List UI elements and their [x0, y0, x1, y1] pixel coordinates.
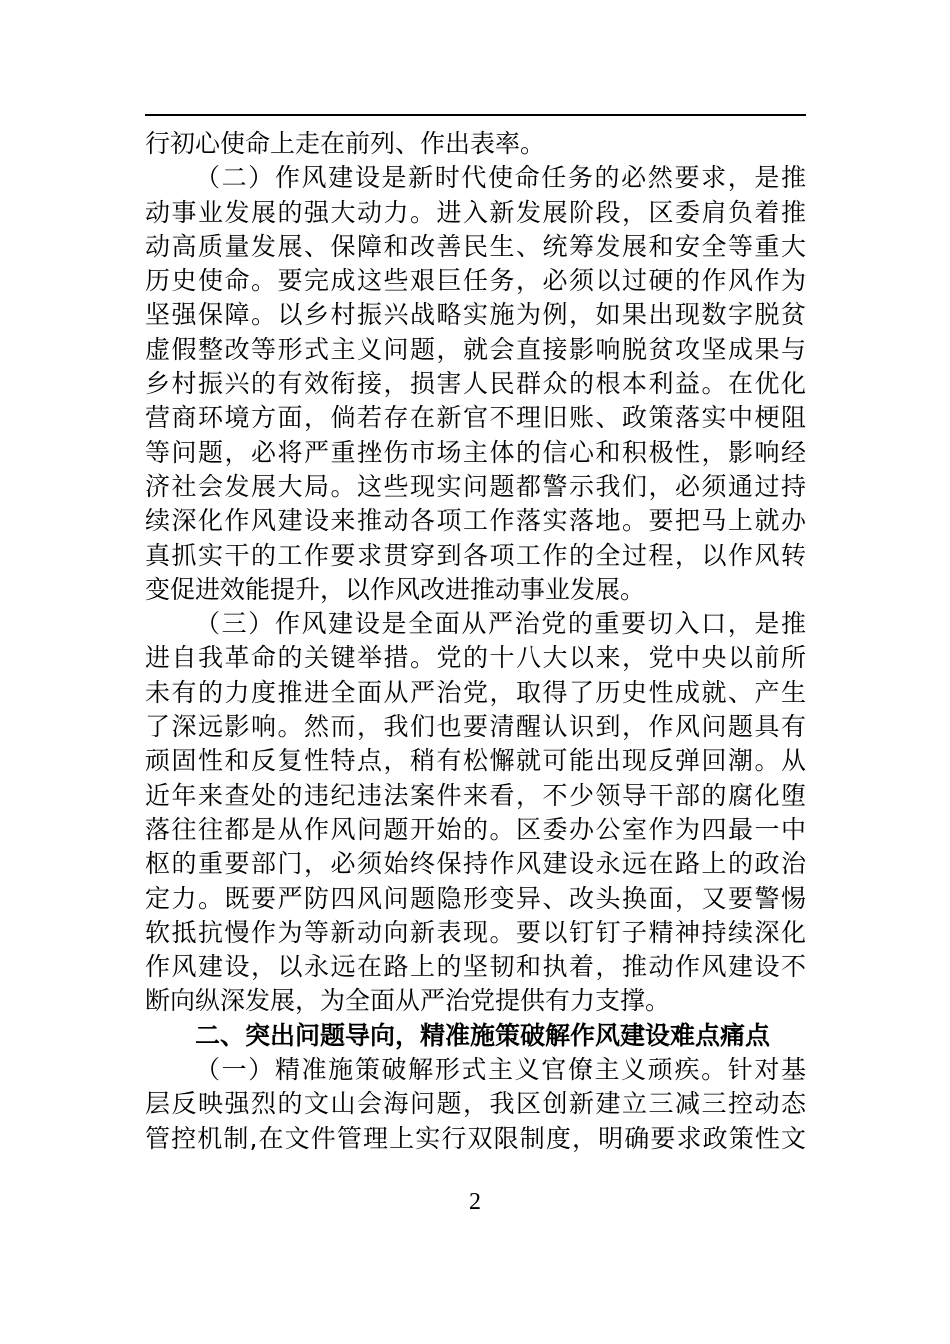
text-line: 动事业发展的强大动力。进入新发展阶段，区委肩负着推 [145, 197, 806, 227]
text-line: （一）精准施策破解形式主义官僚主义顽疾。针对基 [195, 1055, 806, 1085]
text-line: 枢的重要部门，必须始终保持作风建设永远在路上的政治 [145, 849, 806, 879]
text-line: 乡村振兴的有效衔接，损害人民群众的根本利益。在优化 [145, 369, 806, 399]
text-line: 落往往都是从作风问题开始的。区委办公室作为四最一中 [145, 814, 806, 844]
text-line: 软抵抗慢作为等新动向新表现。要以钉钉子精神持续深化 [145, 917, 806, 947]
text-line: （三）作风建设是全面从严治党的重要切入口，是推 [195, 609, 806, 639]
section-heading: 二、突出问题导向，精准施策破解作风建设难点痛点 [195, 1020, 771, 1050]
text-line: 层反映强烈的文山会海问题，我区创新建立三减三控动态 [145, 1089, 806, 1119]
text-line: 变促进效能提升，以作风改进推动事业发展。 [145, 574, 646, 604]
text-line: 管控机制,在文件管理上实行双限制度，明确要求政策性文 [145, 1123, 806, 1153]
text-line: 近年来查处的违纪违法案件来看，不少领导干部的腐化堕 [145, 780, 806, 810]
header-rule [145, 114, 806, 116]
text-line: （二）作风建设是新时代使命任务的必然要求，是推 [195, 163, 806, 193]
text-line: 等问题，必将严重挫伤市场主体的信心和积极性，影响经 [145, 437, 806, 467]
text-line: 动高质量发展、保障和改善民生、统筹发展和安全等重大 [145, 231, 806, 261]
text-line: 坚强保障。以乡村振兴战略实施为例，如果出现数字脱贫 [145, 300, 806, 330]
text-line: 断向纵深发展，为全面从严治党提供有力支撑。 [145, 986, 671, 1016]
text-line: 行初心使命上走在前列、作出表率。 [145, 129, 546, 158]
text-line: 真抓实干的工作要求贯穿到各项工作的全过程，以作风转 [145, 540, 806, 570]
text-line: 虚假整改等形式主义问题，就会直接影响脱贫攻坚成果与 [145, 334, 806, 364]
text-line: 作风建设，以永远在路上的坚韧和执着，推动作风建设不 [145, 952, 806, 982]
text-line: 了深远影响。然而，我们也要清醒认识到，作风问题具有 [145, 712, 806, 742]
text-line: 定力。既要严防四风问题隐形变异、改头换面，又要警惕 [145, 883, 806, 913]
text-line: 济社会发展大局。这些现实问题都警示我们，必须通过持 [145, 471, 806, 501]
body-text [145, 127, 806, 1156]
text-line: 历史使命。要完成这些艰巨任务，必须以过硬的作风作为 [145, 266, 806, 296]
text-line: 未有的力度推进全面从严治党，取得了历史性成就、产生 [145, 677, 806, 707]
page-number: 2 [469, 1189, 481, 1215]
text-line: 顽固性和反复性特点，稍有松懈就可能出现反弹回潮。从 [145, 746, 806, 776]
text-line: 营商环境方面，倘若存在新官不理旧账、政策落实中梗阻 [145, 403, 806, 433]
text-line: 续深化作风建设来推动各项工作落实落地。要把马上就办 [145, 506, 806, 536]
text-line: 进自我革命的关键举措。党的十八大以来，党中央以前所 [145, 643, 806, 673]
